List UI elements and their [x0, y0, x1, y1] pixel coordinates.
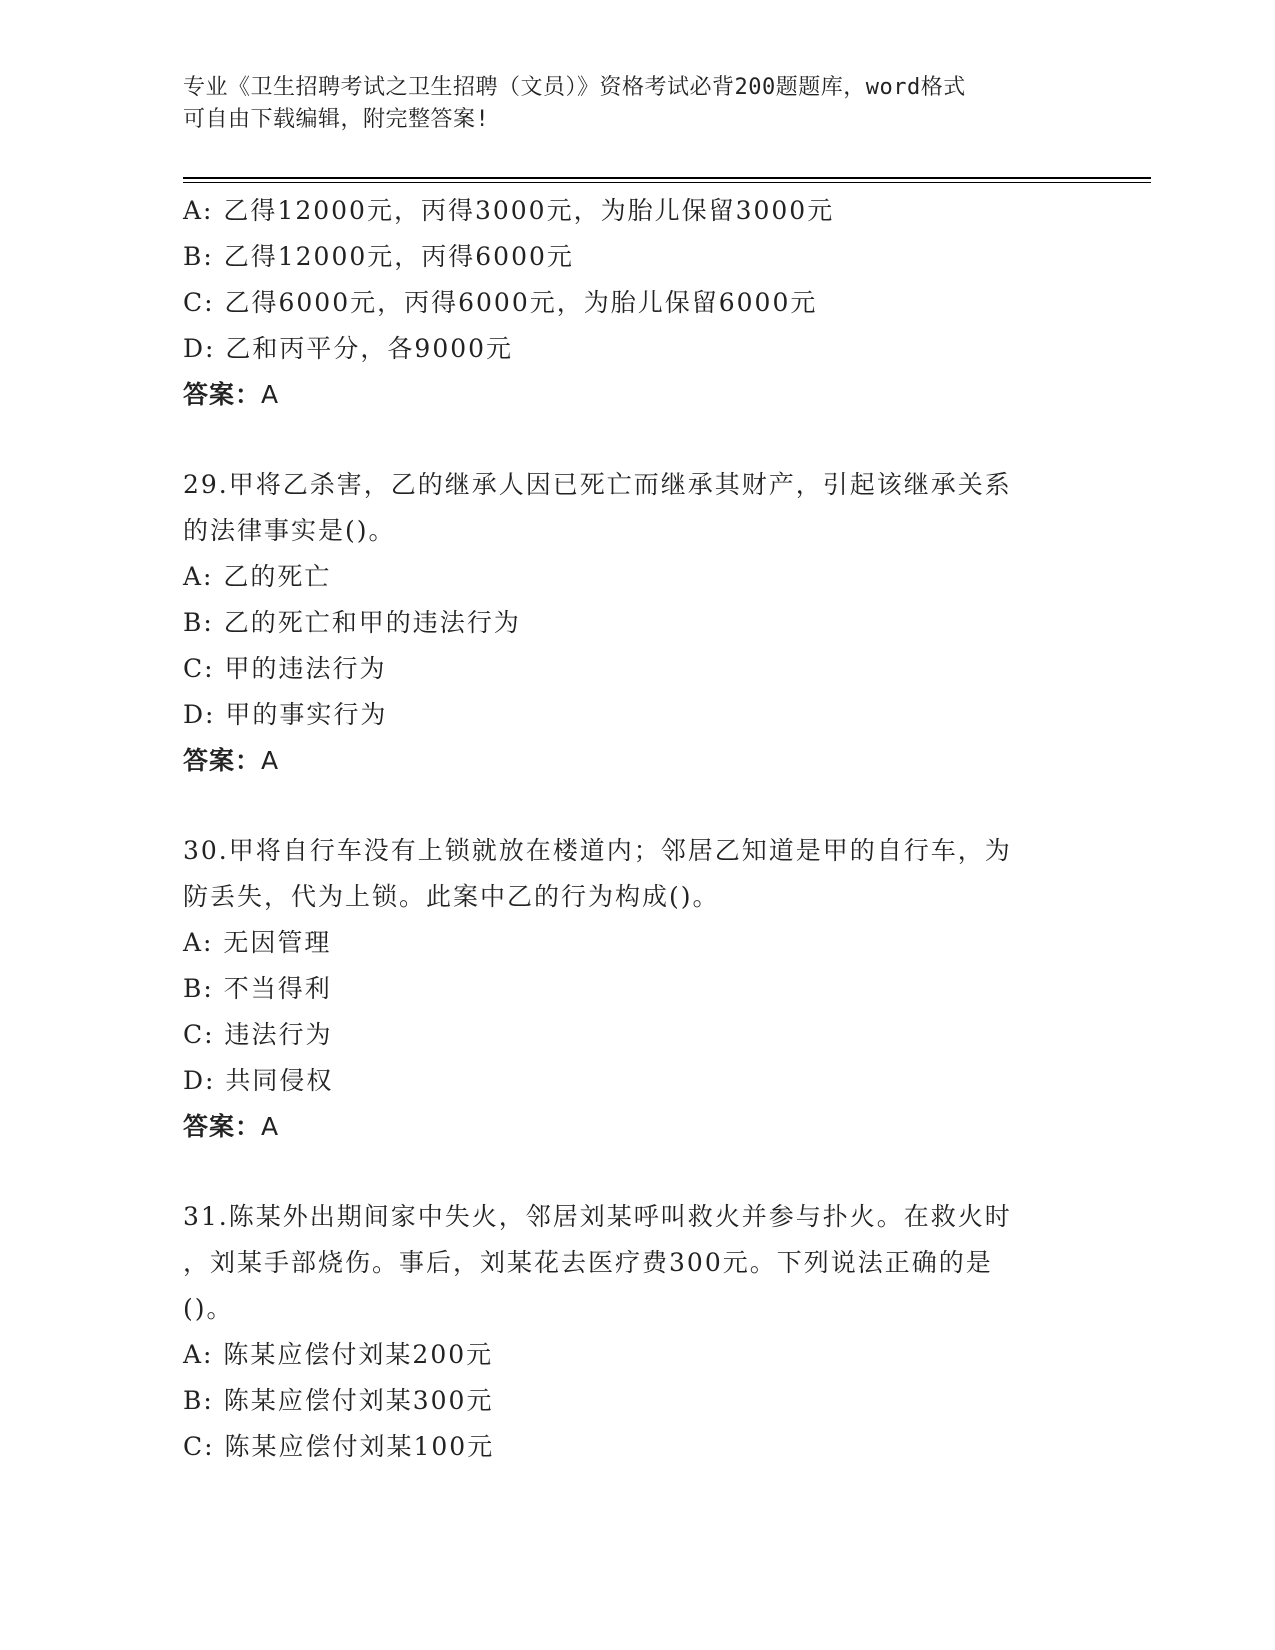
answer-label: 答案： [183, 746, 262, 775]
question-stem-line-2: ，刘某手部烧伤。事后，刘某花去医疗费300元。下列说法正确的是 [183, 1248, 993, 1277]
answer-line [183, 738, 1083, 784]
option-a: A: 乙得12000元，丙得3000元，为胎儿保留3000元 [183, 196, 835, 225]
answer-line [183, 372, 1083, 418]
option-b: B: 乙的死亡和甲的违法行为 [183, 608, 521, 637]
question-stem-line-1: 31.陈某外出期间家中失火，邻居刘某呼叫救火并参与扑火。在救火时 [183, 1202, 1012, 1231]
header-divider-thick [183, 177, 1151, 179]
question-block-31 [183, 1194, 1083, 1470]
header-title-line-2: 可自由下载编辑，附完整答案! [183, 107, 490, 132]
question-stem-line-2: 的法律事实是()。 [183, 516, 396, 545]
option-a: A: 乙的死亡 [183, 562, 332, 591]
document-header [183, 72, 1083, 136]
option-d: D: 甲的事实行为 [183, 700, 388, 729]
header-divider-thin [183, 182, 1151, 183]
option-c: C: 陈某应偿付刘某100元 [183, 1432, 495, 1461]
option-d: D: 乙和丙平分，各9000元 [183, 334, 514, 363]
question-block-30 [183, 828, 1083, 1150]
question-stem-line-1: 29.甲将乙杀害，乙的继承人因已死亡而继承其财产，引起该继承关系 [183, 470, 1012, 499]
option-c: C: 乙得6000元，丙得6000元，为胎儿保留6000元 [183, 288, 818, 317]
option-b: B: 陈某应偿付刘某300元 [183, 1386, 494, 1415]
answer-value: A [261, 380, 281, 409]
question-list [183, 188, 1083, 1470]
option-a: A: 陈某应偿付刘某200元 [183, 1340, 494, 1369]
header-title-line-1: 专业《卫生招聘考试之卫生招聘（文员）》资格考试必背200题题库，word格式 [183, 75, 966, 100]
answer-line [183, 1104, 1083, 1150]
answer-value: A [261, 746, 281, 775]
question-stem-line-1: 30.甲将自行车没有上锁就放在楼道内；邻居乙知道是甲的自行车，为 [183, 836, 1012, 865]
option-b: B: 不当得利 [183, 974, 332, 1003]
question-block-prev [183, 188, 1083, 418]
option-c: C: 违法行为 [183, 1020, 333, 1049]
question-block-29 [183, 462, 1083, 784]
option-b: B: 乙得12000元，丙得6000元 [183, 242, 574, 271]
option-a: A: 无因管理 [183, 928, 332, 957]
question-stem-line-2: 防丢失，代为上锁。此案中乙的行为构成()。 [183, 882, 720, 911]
question-stem-line-3: ()。 [183, 1294, 234, 1323]
answer-value: A [261, 1112, 281, 1141]
answer-label: 答案： [183, 1112, 262, 1141]
answer-label: 答案： [183, 380, 262, 409]
option-d: D: 共同侵权 [183, 1066, 334, 1095]
option-c: C: 甲的违法行为 [183, 654, 387, 683]
